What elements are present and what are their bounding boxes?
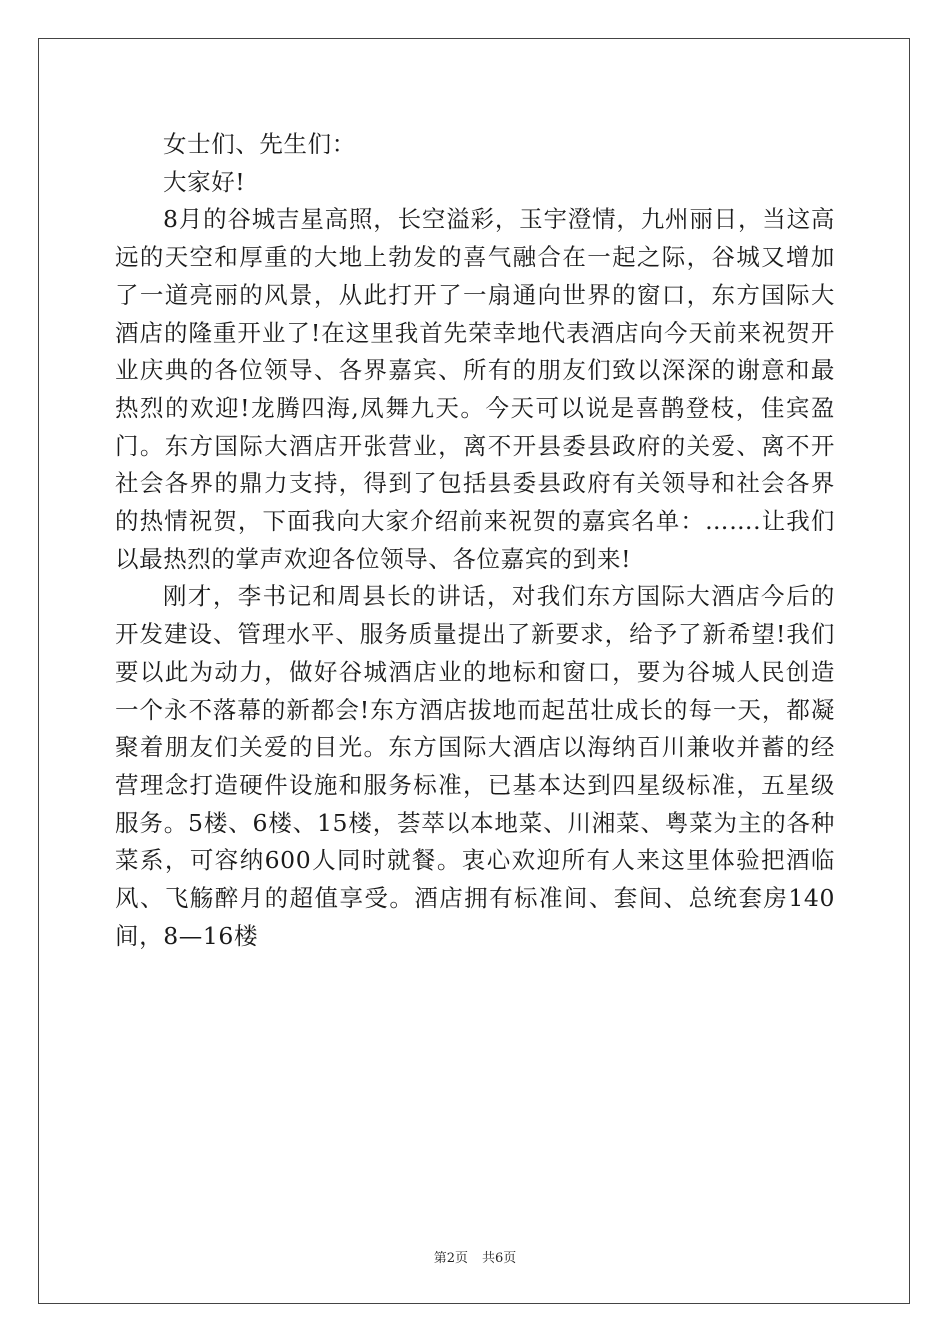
page-total: 共6页: [482, 1251, 517, 1266]
paragraph-hotel-intro: 刚才，李书记和周县长的讲话，对我们东方国际大酒店今后的开发建设、管理水平、服务质量提出了新要求，给予了新希望!我们要以此为动力，做好谷城酒店业的地标和窗口，要为谷城人民创造一个永不落幕的新都会!东方酒店拔地而起茁壮成长的每一天，都凝聚着朋友们关爱的目光。东方国际大酒店以海纳百川兼收并蓄的经营理念打造硬件设施和服务标准，已基本达到四星级标准，五星级服务。5楼、6楼、15楼，荟萃以本地菜、川湘菜、粤菜为主的各种菜系，可容纳600人同时就餐。衷心欢迎所有人来这里体验把酒临风、飞觞醉月的超值享受。酒店拥有标准间、套间、总统套房140间，8—16楼: [115, 582, 835, 950]
paragraph-opening: 8月的谷城吉星高照，长空溢彩，玉宇澄情，九州丽日，当这高远的天空和厚重的大地上勃发的喜气融合在一起之际，谷城又增加了一道亮丽的风景，从此打开了一扇通向世界的窗口，东方国际大酒店的隆重开业了!在这里我首先荣幸地代表酒店向今天前来祝贺开业庆典的各位领导、各界嘉宾、所有的朋友们致以深深的谢意和最热烈的欢迎!龙腾四海,凤舞九天。今天可以说是喜鹊登枝，佳宾盈门。东方国际大酒店开张营业，离不开县委县政府的关爱、离不开社会各界的鼎力支持，得到了包括县委县政府有关领导和社会各界的热情祝贺，下面我向大家介绍前来祝贺的嘉宾名单：…….让我们以最热烈的掌声欢迎各位领导、各位嘉宾的到来!: [115, 205, 835, 573]
salutation-line: 女士们、先生们：: [163, 130, 356, 158]
page-number: 第2页: [433, 1251, 468, 1266]
document-body: [115, 126, 835, 955]
greeting-line: 大家好!: [163, 167, 246, 196]
page-footer: [0, 1247, 950, 1266]
